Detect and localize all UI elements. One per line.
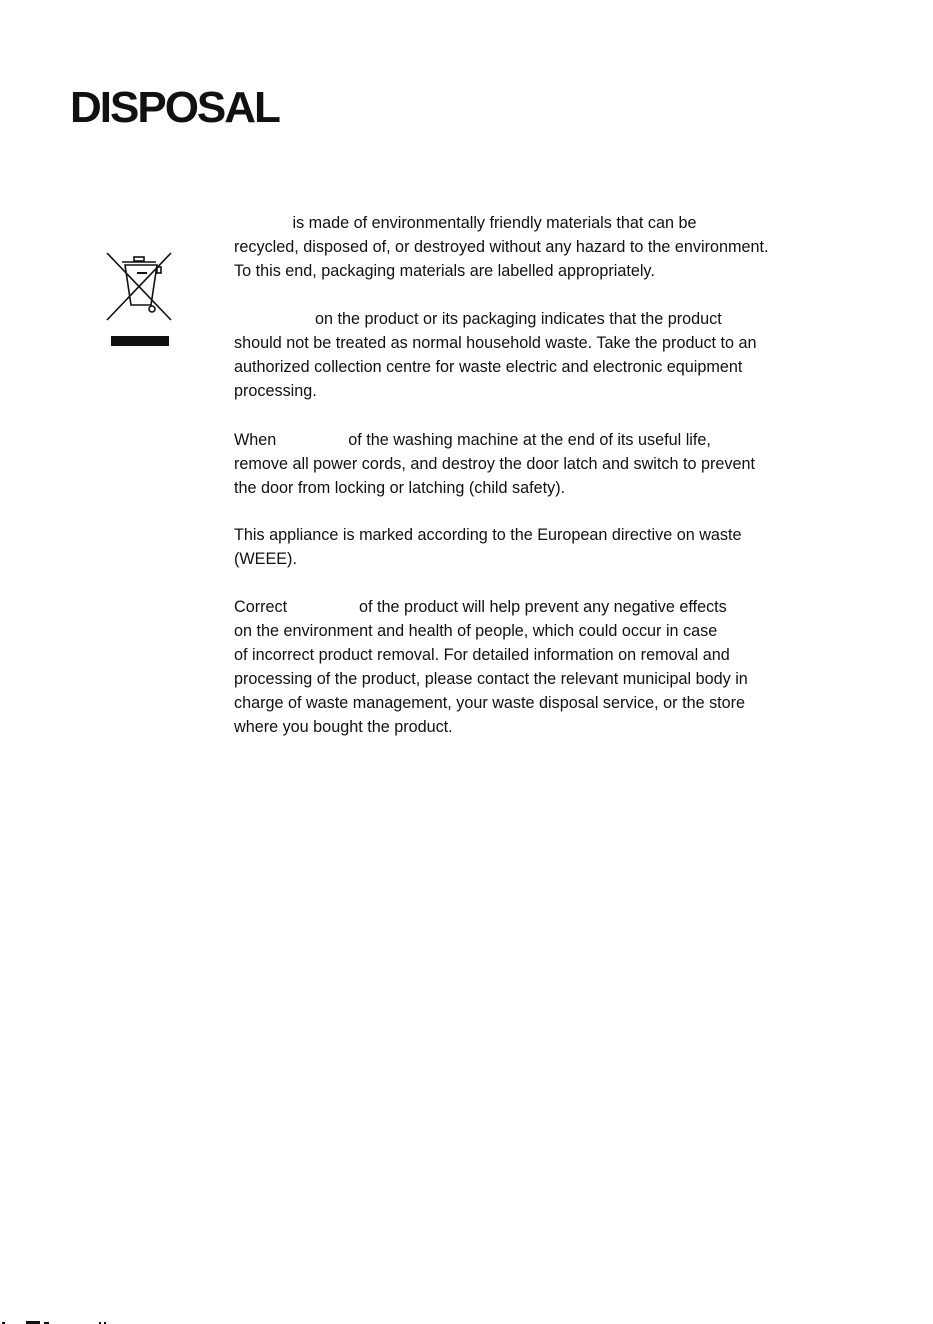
page-title: DISPOSAL xyxy=(70,83,279,132)
text-line: recycled, disposed of, or destroyed without any hazard to the environment. xyxy=(234,238,769,256)
text-line: on the environment and health of people, which could occur in case xyxy=(234,622,718,640)
text-line: Correct of the product will help prevent any negative effects xyxy=(234,598,727,616)
text-line: the door from locking or latching (child safety). xyxy=(234,479,566,497)
correct-disposal-paragraph xyxy=(234,595,834,739)
crossed-out-wheeled-bin-icon xyxy=(104,250,174,350)
text-line: processing. xyxy=(234,382,317,400)
packaging-paragraph xyxy=(234,211,834,283)
end-of-life-paragraph xyxy=(234,428,834,500)
text-line: This appliance is marked according to the European directive on waste xyxy=(234,526,742,544)
weee-directive-paragraph xyxy=(234,523,834,571)
text-line: remove all power cords, and destroy the door latch and switch to prevent xyxy=(234,455,755,473)
footer-fragment xyxy=(0,1316,140,1324)
text-line: charge of waste management, your waste disposal service, or the store xyxy=(234,694,746,712)
text-line: (WEEE). xyxy=(234,550,297,568)
text-line: To this end, packaging materials are labelled appropriately. xyxy=(234,262,655,280)
text-line: authorized collection centre for waste electric and electronic equipment xyxy=(234,358,743,376)
text-line: where you bought the product. xyxy=(234,718,453,736)
text-line: should not be treated as normal household waste. Take the product to an xyxy=(234,334,757,352)
text-line: When of the washing machine at the end of its useful life, xyxy=(234,431,711,449)
text-line: is made of environmentally friendly materials that can be xyxy=(234,214,697,232)
text-line: of incorrect product removal. For detailed information on removal and xyxy=(234,646,730,664)
text-line: processing of the product, please contact the relevant municipal body in xyxy=(234,670,748,688)
text-line: on the product or its packaging indicates that the product xyxy=(234,310,722,328)
symbol-paragraph xyxy=(234,307,834,403)
